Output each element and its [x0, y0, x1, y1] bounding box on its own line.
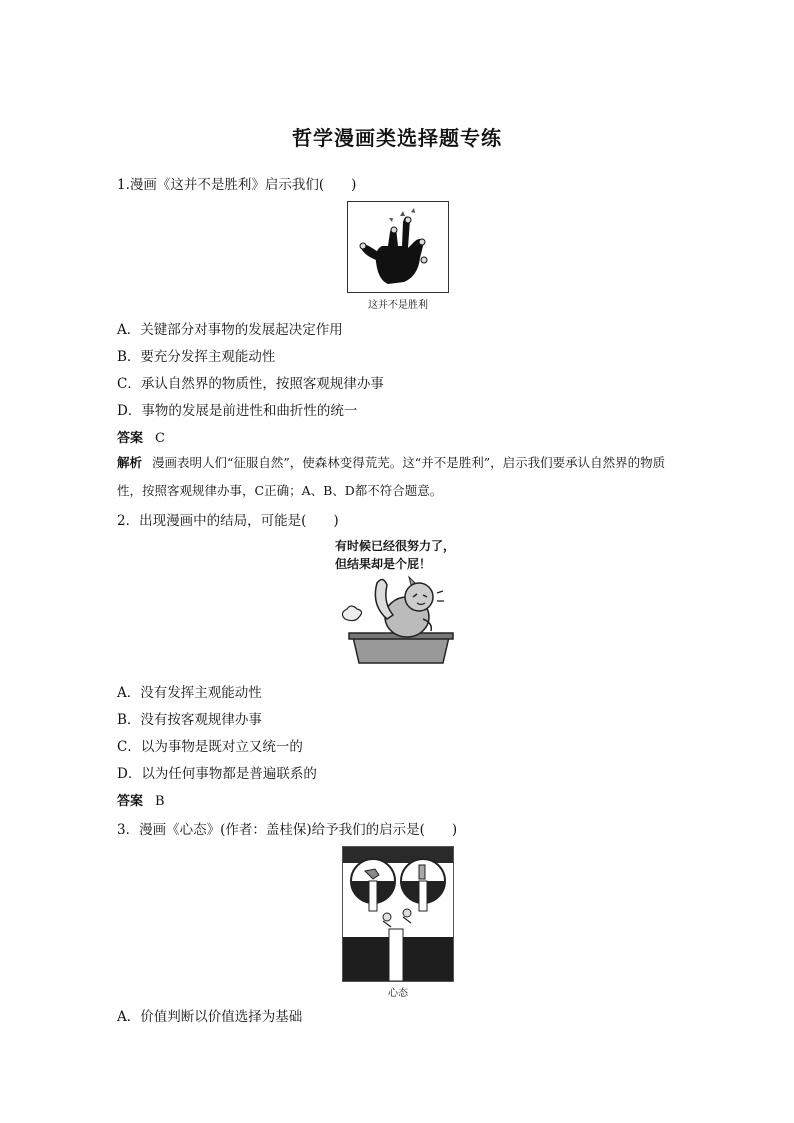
analysis-text: 漫画表明人们“征服自然”，使森林变得荒芜。这“并不是胜利”，启示我们要承认自然界的物质性，按照客观规律办事，C正确；A、B、D都不符合题意。 — [117, 455, 666, 498]
question-1-stem: 1.漫画《这并不是胜利》启示我们( ) — [117, 177, 357, 193]
q2-comic-image — [331, 535, 471, 669]
q2-answer — [117, 790, 165, 809]
q2-option-c: C．以为事物是既对立又统一的 — [117, 739, 303, 755]
q1-analysis — [117, 449, 687, 505]
q1-option-b: B．要充分发挥主观能动性 — [117, 349, 276, 365]
page-title: 哲学漫画类选择题专练 — [292, 126, 502, 150]
q3-option-a: A．价值判断以价值选择为基础 — [117, 1009, 303, 1025]
analysis-label: 解析 — [117, 455, 143, 470]
q2-option-a: A．没有发挥主观能动性 — [117, 685, 262, 701]
q1-option-a: A．关键部分对事物的发展起决定作用 — [117, 322, 343, 338]
q2-comic-text-1: 有时候已经很努力了， — [335, 539, 456, 553]
q1-answer — [117, 427, 165, 446]
answer-label: 答案 — [117, 431, 144, 446]
answer-label: 答案 — [117, 794, 144, 809]
q2-option-b: B．没有按客观规律办事 — [117, 712, 262, 728]
q1-option-c: C．承认自然界的物质性，按照客观规律办事 — [117, 376, 384, 392]
q3-caption: 心态 — [388, 988, 408, 999]
q1-caption: 这并不是胜利 — [368, 300, 428, 311]
q2-option-d: D．以为任何事物都是普遍联系的 — [117, 766, 317, 782]
q1-comic-image — [347, 201, 449, 293]
q2-comic-text-2: 但结果却是个屁！ — [335, 557, 432, 571]
squirrel-toilet-illustration — [331, 575, 471, 669]
q3-comic-image — [342, 846, 454, 982]
question-2-stem: 2．出现漫画中的结局，可能是( ) — [117, 513, 339, 529]
answer-value: C — [155, 431, 165, 446]
hand-stumps-illustration — [348, 202, 448, 292]
mindset-illustration — [343, 847, 453, 981]
answer-value: B — [155, 794, 165, 809]
question-3-stem: 3．漫画《心态》(作者：盖桂保)给予我们的启示是( ) — [117, 822, 458, 838]
q1-option-d: D．事物的发展是前进性和曲折性的统一 — [117, 403, 358, 419]
